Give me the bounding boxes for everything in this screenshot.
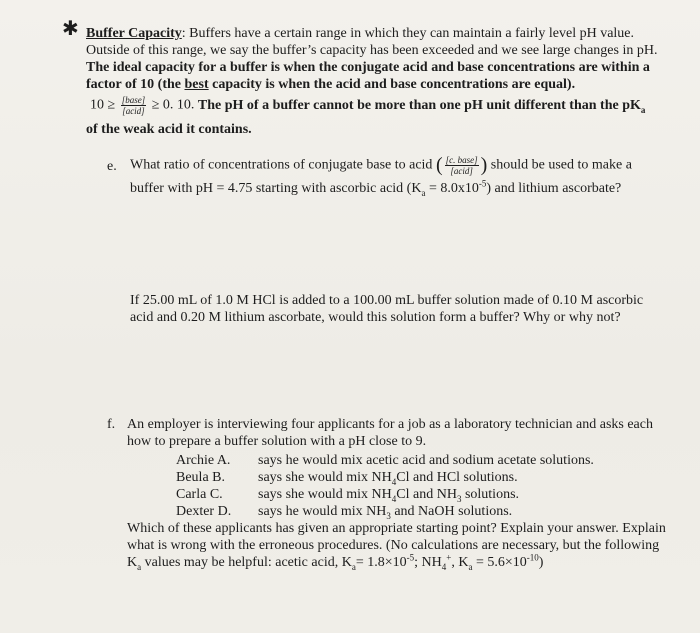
- applicant-answer: [258, 486, 519, 503]
- part-f-line-1: An employer is interviewing four applicants for a job as a laboratory technician and asks each: [127, 417, 653, 432]
- part-e-text-a: What ratio of concentrations of conjugate base to acid: [130, 157, 433, 173]
- exponent: -5: [478, 178, 487, 189]
- answer-text: Cl and HCl solutions.: [396, 470, 518, 485]
- fraction-numerator: [base]: [121, 95, 146, 105]
- answer-text: solutions.: [461, 487, 520, 502]
- section-heading: Buffer Capacity: [86, 26, 182, 41]
- part-f-question-2: what is wrong with the erroneous procedures. (No calculations are necessary, but the following: [127, 538, 660, 553]
- pka-sentence: The pH of a buffer cannot be more than one pH unit different than the pK: [197, 97, 641, 113]
- applicant-name: Carla C.: [176, 487, 223, 502]
- intro-line-2: Outside of this range, we say the buffer’s capacity has been exceeded and we see large changes in pH.: [86, 43, 658, 58]
- subscript: a: [137, 561, 142, 572]
- part-e2-line-2: acid and 0.20 M lithium ascorbate, would this solution form a buffer? Why or why not?: [130, 310, 621, 325]
- intro-line-3: The ideal capacity for a buffer is when the conjugate acid and base concentrations are within a: [86, 60, 650, 75]
- q3-text: , K: [451, 555, 469, 570]
- intro-line-4: [86, 76, 696, 94]
- subscript: a: [468, 561, 473, 572]
- applicant-name: Beula B.: [176, 470, 225, 485]
- inequality-left: 10 ≥: [90, 97, 116, 113]
- applicant-answer: says he would mix acetic acid and sodium acetate solutions.: [258, 453, 594, 468]
- paren-close: ): [480, 153, 488, 176]
- q3-text: = 5.6×10: [472, 555, 527, 570]
- q3-text: K: [127, 555, 138, 570]
- fraction-denominator: [acid]: [122, 106, 145, 116]
- best-word: best: [184, 77, 209, 92]
- inequality-right: ≥ 0. 10.: [151, 97, 195, 113]
- answer-text: says he would mix NH: [258, 504, 387, 519]
- exponent: -5: [406, 552, 415, 563]
- paren-open: (: [435, 153, 443, 176]
- intro-text: : Buffers have a certain range in which they can maintain a fairly level pH value.: [181, 26, 635, 41]
- part-e2-line-1: If 25.00 mL of 1.0 M HCl is added to a 100.00 mL buffer solution made of 0.10 M ascorbic: [130, 293, 644, 308]
- part-f-question-1: Which of these applicants has given an appropriate starting point? Explain your answer. Explain: [127, 521, 666, 536]
- applicant-answer: [258, 503, 512, 520]
- part-e-line-1: [130, 155, 690, 176]
- part-e-line-2: [130, 180, 690, 198]
- part-e-line2-b: = 8.0x10: [425, 181, 479, 196]
- base-acid-fraction: [121, 95, 147, 116]
- intro-line-4b: capacity is when the acid and base concentrations are equal).: [208, 77, 576, 92]
- exponent: -10: [526, 552, 539, 563]
- subscript: 4: [391, 493, 397, 504]
- ka-subscript: a: [421, 187, 426, 198]
- answer-text: and NaOH solutions.: [390, 504, 513, 519]
- part-e-line2-c: ) and lithium ascorbate?: [486, 181, 622, 196]
- intro-line-6: of the weak acid it contains.: [86, 122, 252, 137]
- subscript: 4: [391, 476, 397, 487]
- subscript: a: [351, 561, 356, 572]
- subscript: 3: [386, 510, 391, 521]
- q3-text: = 1.8×10: [355, 555, 407, 570]
- part-e-line2-a: buffer with pH = 4.75 starting with ascorbic acid (K: [130, 181, 422, 196]
- applicant-name: Dexter D.: [176, 504, 232, 519]
- exponent: +: [446, 552, 452, 563]
- q3-text: ; NH: [414, 555, 442, 570]
- part-f-line-2: how to prepare a buffer solution with a pH close to 9.: [127, 434, 427, 449]
- answer-text: says she would mix NH: [258, 470, 392, 485]
- applicant-answer: [258, 469, 518, 486]
- subscript: 4: [441, 561, 447, 572]
- answer-text: Cl and NH: [396, 487, 457, 502]
- cbase-acid-fraction: [445, 155, 479, 176]
- intro-line-5: [90, 95, 700, 116]
- intro-line-1: [86, 25, 686, 43]
- q3-text: values may be helpful: acetic acid, K: [141, 555, 352, 570]
- q3-text: ): [538, 555, 544, 570]
- part-f-label: f.: [107, 417, 116, 432]
- intro-line-4a: factor of 10 (the: [86, 77, 185, 92]
- part-f-question-3: [127, 554, 692, 572]
- fraction-numerator: [c. base]: [445, 155, 478, 165]
- fraction-denominator: [acid]: [450, 166, 473, 176]
- answer-text: says she would mix NH: [258, 487, 392, 502]
- subscript: 3: [456, 493, 462, 504]
- pka-subscript: a: [640, 104, 646, 115]
- part-e-label: e.: [107, 159, 117, 174]
- part-e-text-b: should be used to make a: [490, 157, 632, 173]
- star-bullet-icon: ✱: [62, 18, 79, 40]
- applicant-name: Archie A.: [176, 453, 231, 468]
